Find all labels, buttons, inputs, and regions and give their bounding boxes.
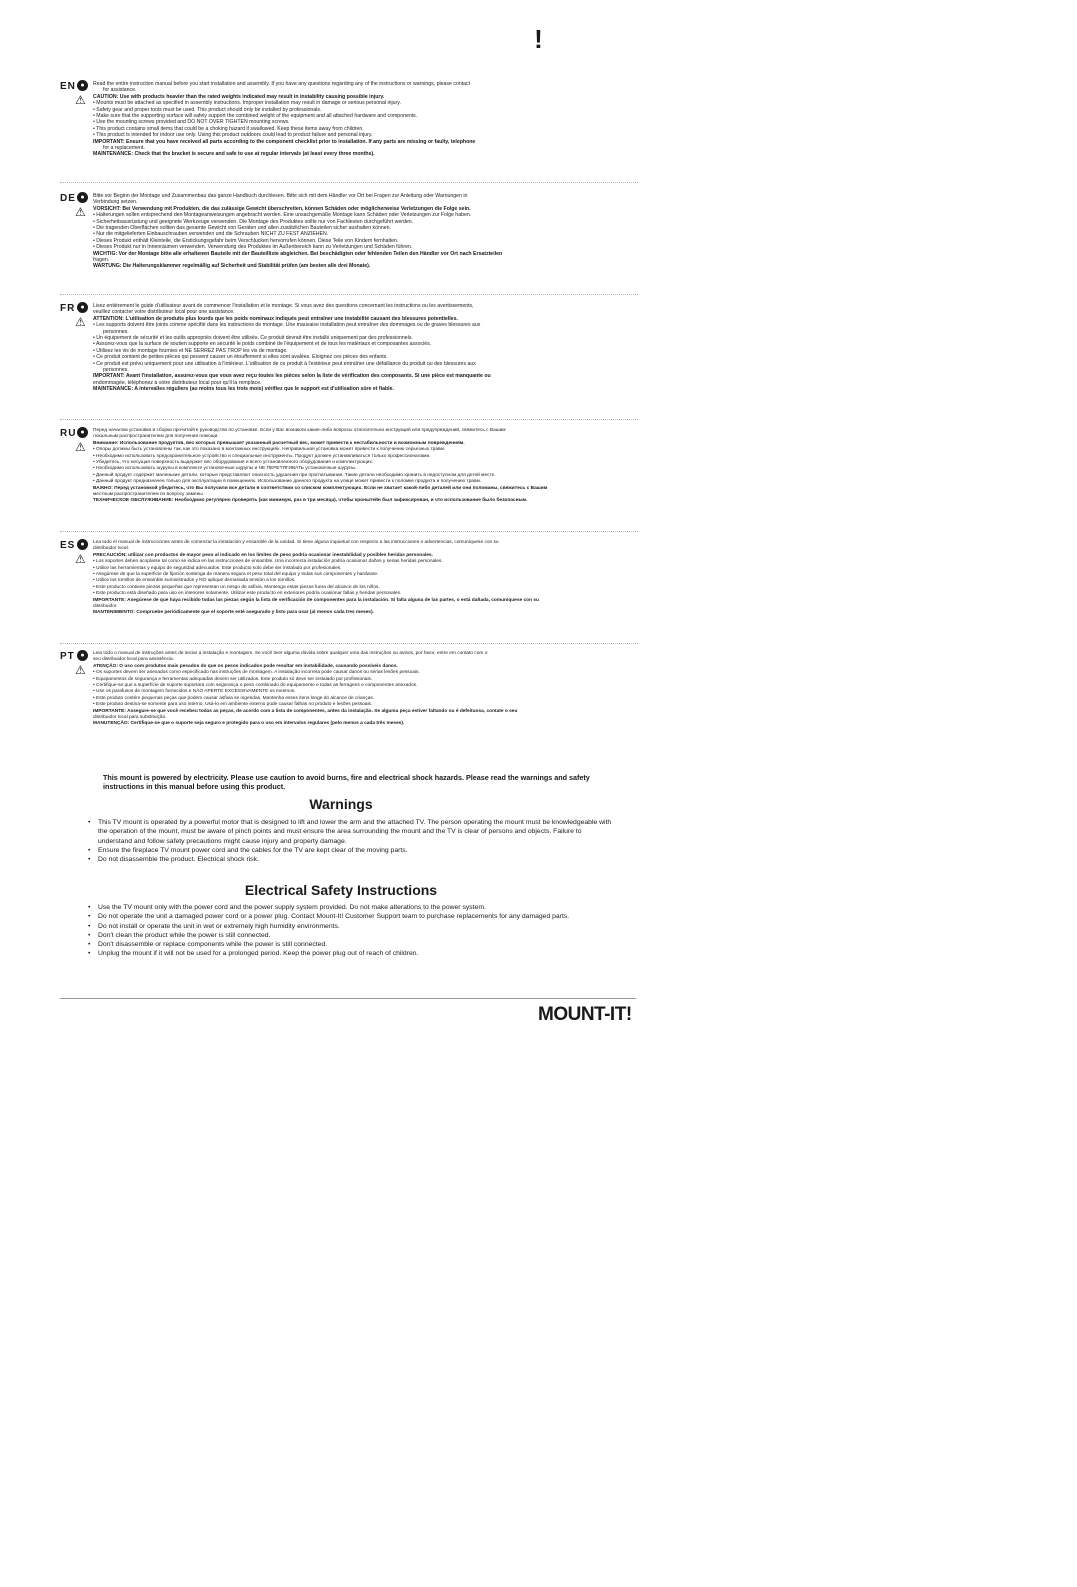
- list-item: • Do not disassemble the product. Electrical shock risk.: [88, 855, 613, 864]
- lang-code: DE: [60, 193, 76, 204]
- globe-icon: ●: [77, 192, 88, 203]
- list-item: • Do not operate the unit a damaged power cord or a power plug. Contact Mount-It! Customer Support team to purchase replacements for any damaged parts.: [88, 912, 613, 921]
- warning-triangle-icon: ⚠: [75, 440, 86, 454]
- lang-code: FR: [60, 303, 76, 314]
- list-item: • Don't disassemble or replace components while the power is still connected.: [88, 940, 613, 949]
- separator: [60, 643, 638, 644]
- globe-icon: ●: [77, 80, 88, 91]
- lang-text: Read the entire instruction manual before you start installation and assembly. If you have any questions regarding any of the instructions or warnings, please contact for assistance. CAUTION: Use with products heavier than the rated weights indicated may result in instability causing possible injury. • Mounts must be attached as specified in assembly instructions. Improper installation may result in damage or serious personal injury. • Safety gear and proper tools must be used. This product should only be installed by professionals. • Make sure that the supporting surface will safely support the combined weight of the equipment and all attached hardware and components. • Use the mounting screws provided and DO NOT OVER TIGHTEN mounting screws. • This product contains small items that could be a choking hazard if swallowed. Keep these items away from children. • This product is intended for indoor use only. Using this product outdoors could lead to product failure and personal injury. IMPORTANT: Ensure that you have received all parts according to the component checklist prior to installation. If any parts are missing or faulty, telephone for a replacement. MAINTENANCE: Check that the bracket is secure and safe to use at regular intervals (at least every three months).: [93, 81, 476, 158]
- warning-triangle-icon: ⚠: [75, 315, 86, 329]
- warning-triangle-icon: ⚠: [75, 552, 86, 566]
- footer-rule: [60, 998, 636, 999]
- warnings-heading: Warnings: [309, 796, 373, 812]
- list-item: • Do not install or operate the unit in wet or extremely high humidity environments.: [88, 922, 613, 931]
- separator: [60, 294, 638, 295]
- globe-icon: ●: [77, 650, 88, 661]
- globe-icon: ●: [77, 302, 88, 313]
- electrical-safety-list: [88, 903, 613, 959]
- list-item: • Don't clean the product while the power is still connected.: [88, 931, 613, 940]
- list-item: • Unplug the mount if it will not be used for a prolonged period. Keep the power plug out of reach of children.: [88, 949, 613, 958]
- list-item: • This TV mount is operated by a powerful motor that is designed to lift and lower the arm and the attached TV. The person operating the mount must be knowledgeable with the operation of the mount, must be aware of pinch points and must ensure the area surrounding the mount and the TV is clear of persons and objects. Failure to understand and follow safety precautions might cause injury and property damage.: [88, 818, 613, 846]
- lang-code: RU: [60, 428, 77, 439]
- power-notice: This mount is powered by electricity. Please use caution to avoid burns, fire and electrical shock hazards. Please read the warnings and safety instructions in this manual before using this product.: [103, 773, 590, 791]
- warning-triangle-icon: ⚠: [75, 205, 86, 219]
- electrical-safety-heading: Electrical Safety Instructions: [244, 882, 438, 898]
- list-item: • Ensure the fireplace TV mount power cord and the cables for the TV are kept clear of the moving parts.: [88, 846, 613, 855]
- list-item: • Use the TV mount only with the power cord and the power supply system provided. Do not make alterations to the power system.: [88, 903, 613, 912]
- lang-text: Lisez entièrement le guide d'utilisateur avant de commencer l'installation et le montage. Si vous avez des questions concernant les instructions ou les avertissements, veuillez contacter votre distributeur local pour une assistance. ATTENTION: L'utilisation de produits plus lourds que les poids nominaux indiqués peut entraîner une instabilité causant des blessures potentielles. • Les supports doivent être joints comme spécifié dans les instructions de montage. Une mauvaise installation peut entraîner des dommages ou de graves blessures aux personnes. • Un équipement de sécurité et les outils appropriés doivent être utilisés. Ce produit devrait être installé uniquement par des professionnels. • Assurez-vous que la surface de soutien supporte en sécurité le poids combiné de l'équipement et de tous les matériaux et composantes associés. • Utilisez les vis de montage fournies et NE SERREZ PAS TROP les vis de montage. • Ce produit contient de petites pièces qui peuvent causer un étouffement si elles sont avalées. Eloignez ces pièces des enfants. • Ce produit est prévu uniquement pour une utilisation à l'intérieur. L'utilisation de ce produit à l'extérieur peut entraîner une défaillance du produit ou des blessures aux personnes. IMPORTANT: Avant l'installation, assurez-vous que vous avez reçu toutes les pièces selon la liste de vérification des composants. Si une pièce est manquante ou endommagée, téléphonez à votre distributeur local pour qu'il la remplace. MAINTENANCE: A intervalles réguliers (au moins tous les trois mois) vérifiez que le support est d'utilisation sûre et fiable.: [93, 303, 491, 393]
- lang-code: ES: [60, 540, 76, 551]
- lang-code: EN: [60, 81, 76, 92]
- lang-code: PT: [60, 651, 75, 662]
- separator: [60, 182, 638, 183]
- lang-text: Leia todo o manual de instruções antes de iniciar a instalação e montagem. Se você tiver alguma dúvida sobre qualquer uma das instruções ou avisos, por favor, entre em contato com o seu distribuidor local para assistência. ATENÇÃO: O uso com produtos mais pesados do que os pesos indicados pode resultar em instabilidade, causando possíveis danos. • Os suportes devem ser anexados como especificado nas instruções de montagem. A instalação incorreta pode causar danos ou sérias lesões pessoais. • Equipamentos de segurança e ferramentas adequadas devem ser utilizados. Este produto só deve ser instalado por profissionais. • Certifique-se que a superfície de suporte suportará com segurança o peso combinado do equipamento e todas as ferragens e componentes anexados. • Use os parafusos de montagem fornecidos e NÃO APERTE EXCESSIVAMENTE os mesmos. • Este produto contém pequenas peças que podem causar asfixia se ingeridas. Mantenha esses itens longe do alcance de crianças. • Este produto destina-se somente para uso interno. Usá-lo em ambiente externo pode causar falhas no produto e lesões pessoais. IMPORTANTE: Assegure-se que você recebeu todas as peças, de acordo com a lista de componentes, antes da instalação. Se alguma peça estiver faltando ou é defeituosa, contate o seu distribuidor local para substituição. MANUTENÇÃO: Certifique-se que o suporte seja seguro e protegido para o uso em intervalos regulares (pelo menos a cada três meses).: [93, 651, 518, 727]
- lang-text: Lea todo el manual de instrucciones antes de comenzar la instalación y ensamble de la unidad. Si tiene alguna inquietud con respecto a las instrucciones o advertencias, comuníquese con su distribuidor local. PRECAUCIÓN: utilizar con productos de mayor peso al indicado en los límites de peso podría ocasionar inestabilidad y posibles heridas personales. • Los soportes deben acoplarse tal como se indica en las instrucciones de ensamble. Una incorrecta instalación podría ocasionar daños y serias heridas personales. • Utilice las herramientas y equipo de seguridad adecuados. Este producto solo debe ser instalado por profesionales. • Asegúrese de que la superficie de fijación sostenga de manera segura el peso total del equipo y todas sus componentes y hardware. • Utilice los tornillos de ensamble suministrados y NO aplique demasiada tensión a los tornillos. • Este producto contiene piezas pequeñas que representan un riesgo de asfixia. Mantenga estas piezas fuera del alcance de los niños. • Este producto está diseñado para uso en interiores solamente. Utilizar este producto en exteriores podría ocasionar fallas y heridas personales. IMPORTANTE: Asegúrese de que haya recibido todas las piezas según la lista de verificación de componentes para la instalación. Si falta alguna de las partes, o está dañada, comuníquese con su distribuidor. MANTENIMIENTO: Compruebe periódicamente que el soporte esté asegurado y listo para usar (al menos cada tres meses).: [93, 540, 539, 616]
- separator: [60, 419, 638, 420]
- lang-text: Перед началом установки и сборки прочитайте руководство по установке. Если у Вас возникли какие-либо вопросы относительно инструкций или предупреждений, свяжитесь с Вашим локальным распространителем для получения помощи. Внимание: Использование продуктов, вес которых превышает указанный расчетный вес, может привести к нестабильности и возможным повреждениям. • Опоры должны быть установлены так, как это показано в монтажных инструкциях. Неправильная установка может привести к получению серьезных травм. • Необходимо использовать предохранительное устройство и специальные инструменты. Продукт должен устанавливаться только профессионалами. • Убедитесь, что несущая поверхность выдержит вес оборудования и всего установленного оборудования и комплектующих. • Необходимо использовать шурупы в комплекте установочные шурупы и НЕ ПЕРЕТЯГИВАТЬ установочные шурупы. • Данный продукт содержит маленькие детали, которые представляют опасность удушения при проглатывании. Такие детали необходимо хранить в недоступном для детей месте. • Данный продукт предназначен только для эксплуатации в помещениях. Использование данного продукта на улице может привести к поломке продукта и получению травм. ВАЖНО: Перед установкой убедитесь, что Вы получили все детали в соответствии со списком комплектующих. Если не хватает какой-либо деталей или они поломаны, свяжитесь с Вашим местным распространителем по вопросу замены. ТЕХНИЧЕСКОЕ ОБСЛУЖИВАНИЕ: Необходимо регулярно проверять (как минимум, раз в три месяца), чтобы кронштейн был зафиксирован, и что использование было безопасным.: [93, 428, 548, 504]
- page-mark: !: [534, 24, 543, 54]
- globe-icon: ●: [77, 539, 88, 550]
- warnings-list: [88, 818, 613, 864]
- brand-logo: MOUNT-IT!: [538, 1004, 632, 1025]
- warning-triangle-icon: ⚠: [75, 93, 86, 107]
- warning-triangle-icon: ⚠: [75, 663, 86, 677]
- separator: [60, 531, 638, 532]
- globe-icon: ●: [77, 427, 88, 438]
- lang-text: Bitte vor Beginn der Montage und Zusammenbau das ganze Handbuch durchlesen. Bitte sich mit dem Händler vor Ort bei Fragen zur Anleitung oder Warnungen in Verbindung setzen. VORSICHT: Bei Verwendung mit Produkten, die das zulässige Gewicht überschreiten, können Schäden oder möglicherweise Verletzungen die Folge sein. • Halterungen sollen entsprechend den Montageanweisungen angebracht werden. Eine unsachgemäße Montage kann Schäden oder Verletzungen zur Folge haben. • Sicherheitsausrüstung und geeignete Werkzeuge verwenden. Die Montage des Produktes sollte nur von Fachleuten durchgeführt werden. • Die tragenden Oberflächen sollten das gesamte Gewicht von Geräten und allen zusätzlichen Bauteilen sicher aushalten können. • Nur die mitgelieferten Einbauschrauben verwenden und die Schrauben NICHT ZU FEST ANZIEHEN. • Dieses Produkt enthält Kleinteile, die Erstickungsgefahr beim Verschlucken hervorrufen können. Diese Teile von Kindern fernhalten. • Dieses Produkt nur in Innenräumen verwenden. Verwendung des Produktes im Außenbereich kann zu Verletzungen und Schäden führen. WICHTIG: Vor der Montage bitte alle erhaltenen Bauteile mit der Bauteilliste abgleichen. Bei beschädigten oder fehlenden Teilen den Händler vor Ort nach Ersatzteilen fragen. WARTUNG: Die Halterungsklammer regelmäßig auf Sicherheit und Stabilität prüfen (am besten alle drei Monate).: [93, 193, 503, 270]
